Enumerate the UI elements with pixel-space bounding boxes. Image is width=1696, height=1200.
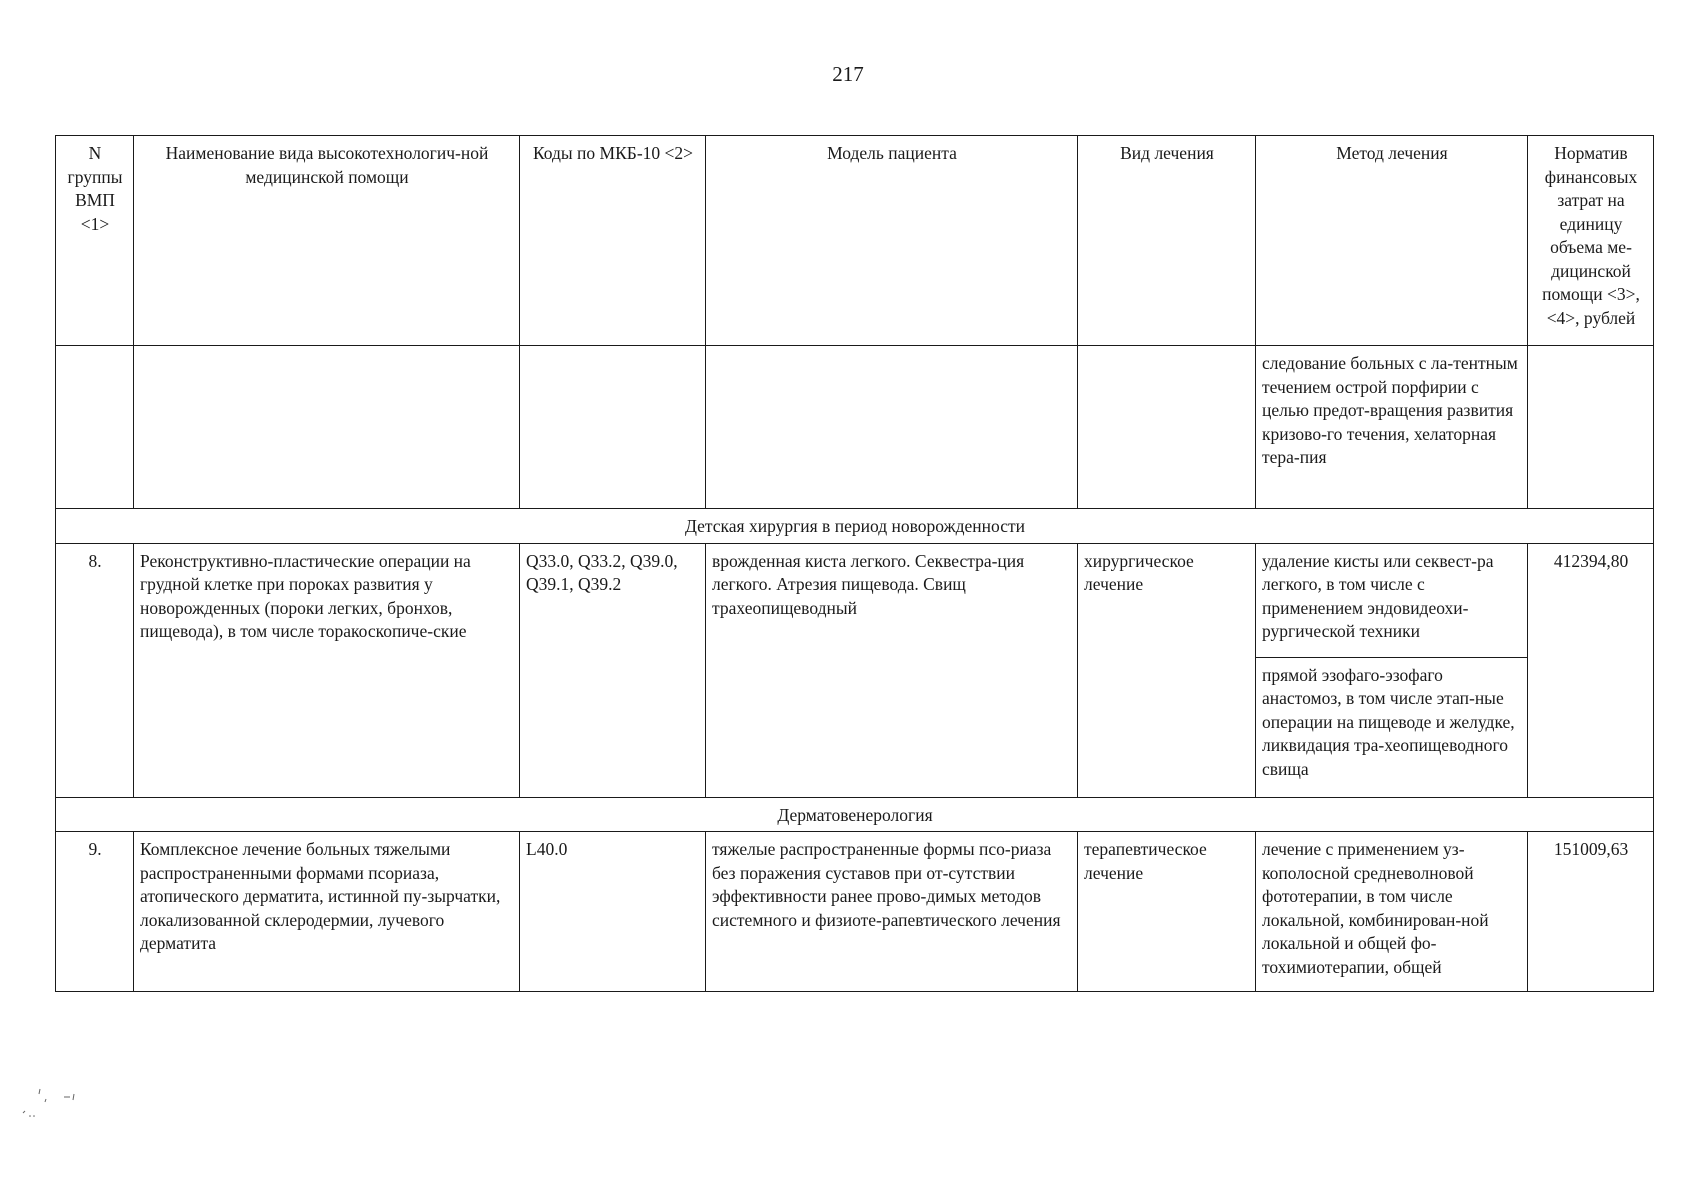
- table-cell: [56, 346, 134, 509]
- table-header-row: [56, 136, 1654, 346]
- table-row: [56, 832, 1654, 992]
- table-cell: [520, 346, 706, 509]
- row-treatment-method: удаление кисты или секвест-ра легкого, в том числе с применением эндовидеохи-рургической техники: [1256, 543, 1528, 657]
- section-row: [56, 509, 1654, 544]
- row-treatment-method: прямой эзофаго-эзофаго анастомоз, в том числе этап-ные операции на пищеводе и желудке, ликвидация тра-хеопищеводного свища: [1256, 657, 1528, 797]
- header-treatment-type: Вид лечения: [1078, 136, 1256, 346]
- row-treatment-type: хирургическое лечение: [1078, 543, 1256, 797]
- row-treatment-type: терапевтическое лечение: [1078, 832, 1256, 992]
- row-patient-model: врожденная киста легкого. Секвестра-ция легкого. Атрезия пищевода. Свищ трахеопищеводный: [706, 543, 1078, 797]
- section-title: Детская хирургия в период новорожденности: [56, 509, 1654, 544]
- row-care-type-name: Реконструктивно-пластические операции на грудной клетке при пороках развития у новорожденных (пороки легких, бронхов, пищевода), в том числе торакоскопиче-ские: [134, 543, 520, 797]
- header-cost-norm: Норматив финансовых затрат на единицу объема ме-дицинской помощи <3>, <4>, рублей: [1528, 136, 1654, 346]
- header-treatment-method: Метод лечения: [1256, 136, 1528, 346]
- section-title: Дерматовенерология: [56, 797, 1654, 832]
- table-cell: [134, 346, 520, 509]
- row-cost-norm: 151009,63: [1528, 832, 1654, 992]
- scan-artifact: [18, 1085, 88, 1129]
- continuation-method: следование больных с ла-тентным течением острой порфирии с целью предот-вращения развития кризово-го течения, хелаторная тера-пия: [1256, 346, 1528, 509]
- header-group-number: N группы ВМП <1>: [56, 136, 134, 346]
- section-row: [56, 797, 1654, 832]
- table-cell: [706, 346, 1078, 509]
- row-icd-codes: L40.0: [520, 832, 706, 992]
- table-row: [56, 543, 1654, 657]
- table-cell: [1528, 346, 1654, 509]
- table-cell: [1078, 346, 1256, 509]
- continuation-row: [56, 346, 1654, 509]
- row-care-type-name: Комплексное лечение больных тяжелыми распространенными формами псориаза, атопического дерматита, истинной пу-зырчатки, локализованной склеродермии, лучевого дерматита: [134, 832, 520, 992]
- row-number: 9.: [56, 832, 134, 992]
- header-patient-model: Модель пациента: [706, 136, 1078, 346]
- row-treatment-method: лечение с применением уз-кополосной средневолновой фототерапии, в том числе локальной, комбинирован-ной локальной и общей фо-тохимиотерапии, общей: [1256, 832, 1528, 992]
- row-cost-norm: 412394,80: [1528, 543, 1654, 797]
- vmp-table: [55, 135, 1654, 992]
- row-number: 8.: [56, 543, 134, 797]
- row-patient-model: тяжелые распространенные формы псо-риаза без поражения суставов при от-сутствии эффективности ранее прово-димых методов системного и физиоте-рапевтического лечения: [706, 832, 1078, 992]
- header-care-type-name: Наименование вида высокотехнологич-ной медицинской помощи: [134, 136, 520, 346]
- header-icd-codes: Коды по МКБ-10 <2>: [520, 136, 706, 346]
- page-number: 217: [832, 62, 864, 86]
- row-icd-codes: Q33.0, Q33.2, Q39.0, Q39.1, Q39.2: [520, 543, 706, 797]
